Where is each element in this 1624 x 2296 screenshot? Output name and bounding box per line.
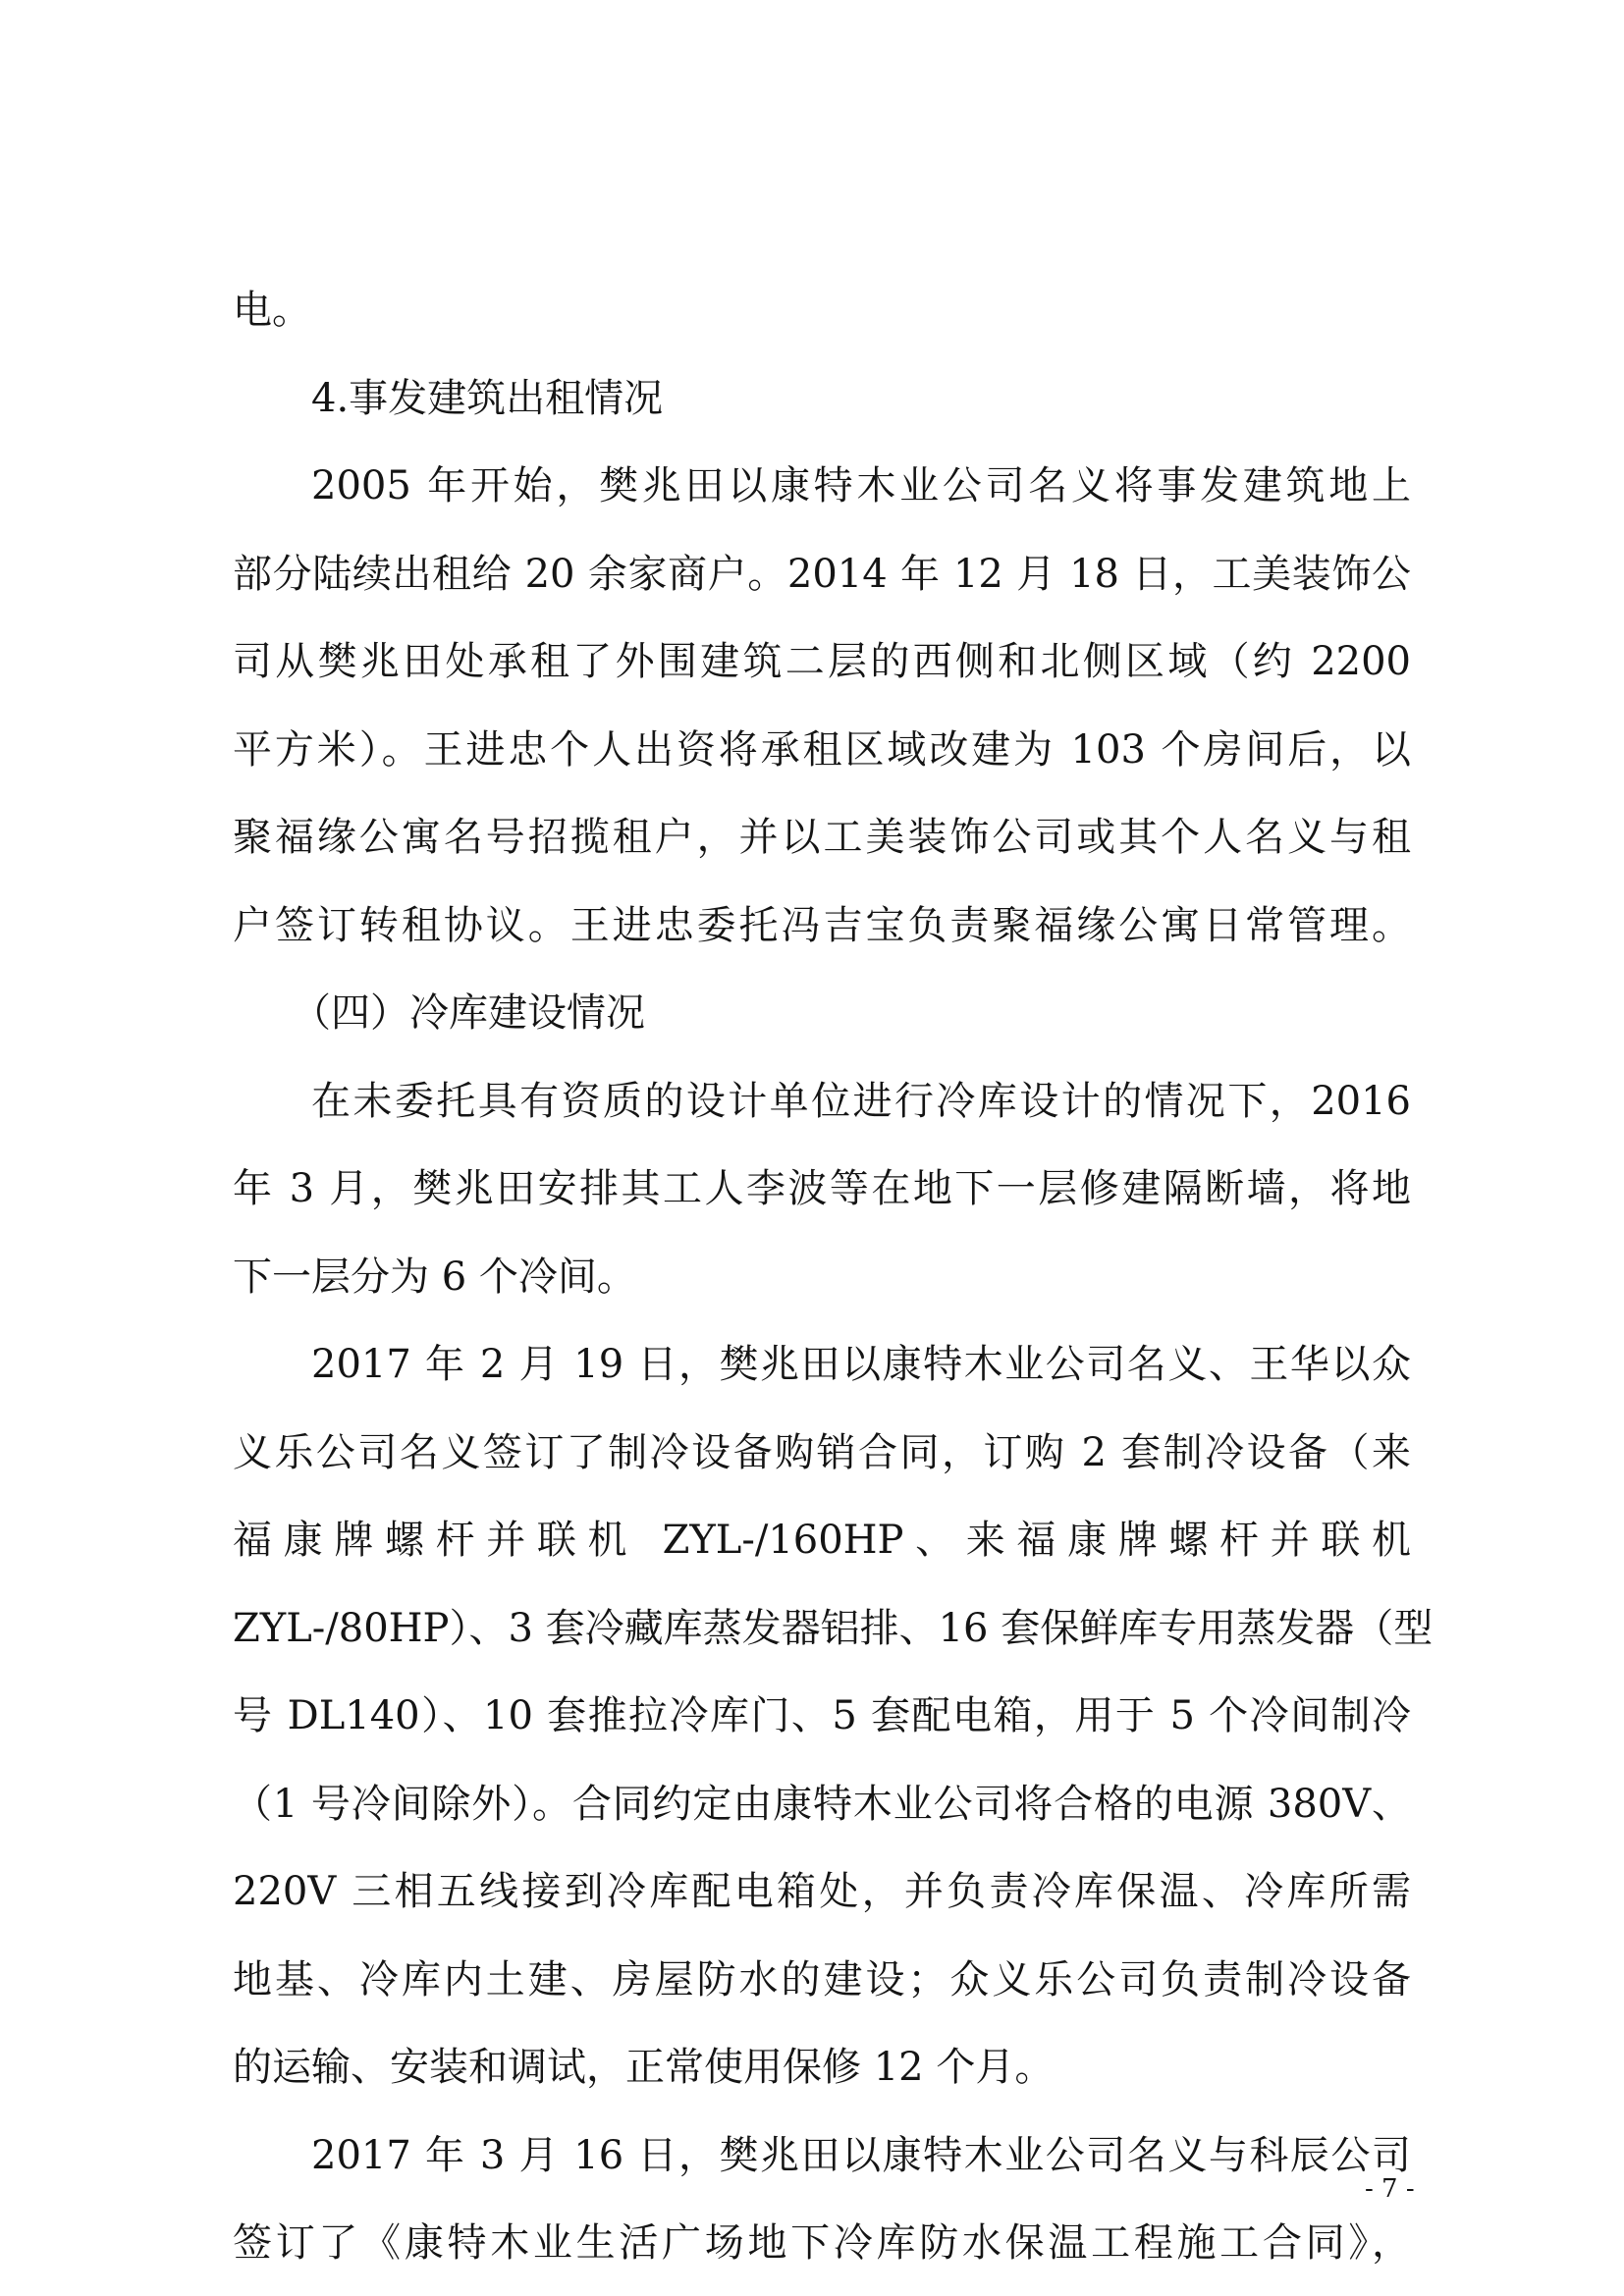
text-line: （1 号冷间除外）。合同约定由康特木业公司将合格的电源 380V、 <box>233 1781 1411 1827</box>
text-line: 福康牌螺杆并联机 ZYL-/160HP、来福康牌螺杆并联机 <box>233 1518 1411 1563</box>
text-line: 司从樊兆田处承租了外围建筑二层的西侧和北侧区域（约 2200 <box>233 639 1411 684</box>
text-line: 平方米）。王进忠个人出资将承租区域改建为 103 个房间后，以 <box>233 726 1411 773</box>
body-text <box>233 267 1434 2288</box>
text-line: 220V 三相五线接到冷库配电箱处，并负责冷库保温、冷库所需 <box>233 1869 1411 1914</box>
text-line: 地基、冷库内土建、房屋防水的建设；众义乐公司负责制冷设备 <box>233 1956 1411 2002</box>
text-line: 下一层分为 6 个冷间。 <box>233 1254 636 1300</box>
text-line: 2017 年 2 月 19 日，樊兆田以康特木业公司名义、王华以众 <box>311 1342 1411 1387</box>
text-line: 电。 <box>233 288 311 333</box>
text-line: ZYL-/80HP）、3 套冷藏库蒸发器铝排、16 套保鲜库专用蒸发器（型 <box>233 1605 1434 1651</box>
text-line: 年 3 月，樊兆田安排其工人李波等在地下一层修建隔断墙，将地 <box>233 1166 1411 1211</box>
text-line: 在未委托具有资质的设计单位进行冷库设计的情况下，2016 <box>311 1078 1411 1124</box>
text-line: 部分陆续出租给 20 余家商户。2014 年 12 月 18 日，工美装饰公 <box>233 551 1411 597</box>
text-line: 户签订转租协议。王进忠委托冯吉宝负责聚福缘公寓日常管理。 <box>233 902 1411 948</box>
text-line: 2017 年 3 月 16 日，樊兆田以康特木业公司名义与科辰公司 <box>311 2132 1411 2178</box>
text-line: 聚福缘公寓名号招揽租户，并以工美装饰公司或其个人名义与租 <box>233 815 1411 860</box>
section-heading: 4.事发建筑出租情况 <box>311 375 664 421</box>
section-heading: （四）冷库建设情况 <box>292 990 645 1036</box>
text-line: 2005 年开始，樊兆田以康特木业公司名义将事发建筑地上 <box>311 463 1411 508</box>
text-line: 义乐公司名义签订了制冷设备购销合同，订购 2 套制冷设备（来 <box>233 1429 1411 1475</box>
text-line: 的运输、安装和调试，正常使用保修 12 个月。 <box>233 2045 1055 2090</box>
text-line: 号 DL140）、10 套推拉冷库门、5 套配电箱，用于 5 个冷间制冷 <box>233 1693 1411 1738</box>
page-number: - 7 - <box>1365 2174 1415 2204</box>
text-line: 签订了《康特木业生活广场地下冷库防水保温工程施工合同》， <box>233 2220 1411 2266</box>
